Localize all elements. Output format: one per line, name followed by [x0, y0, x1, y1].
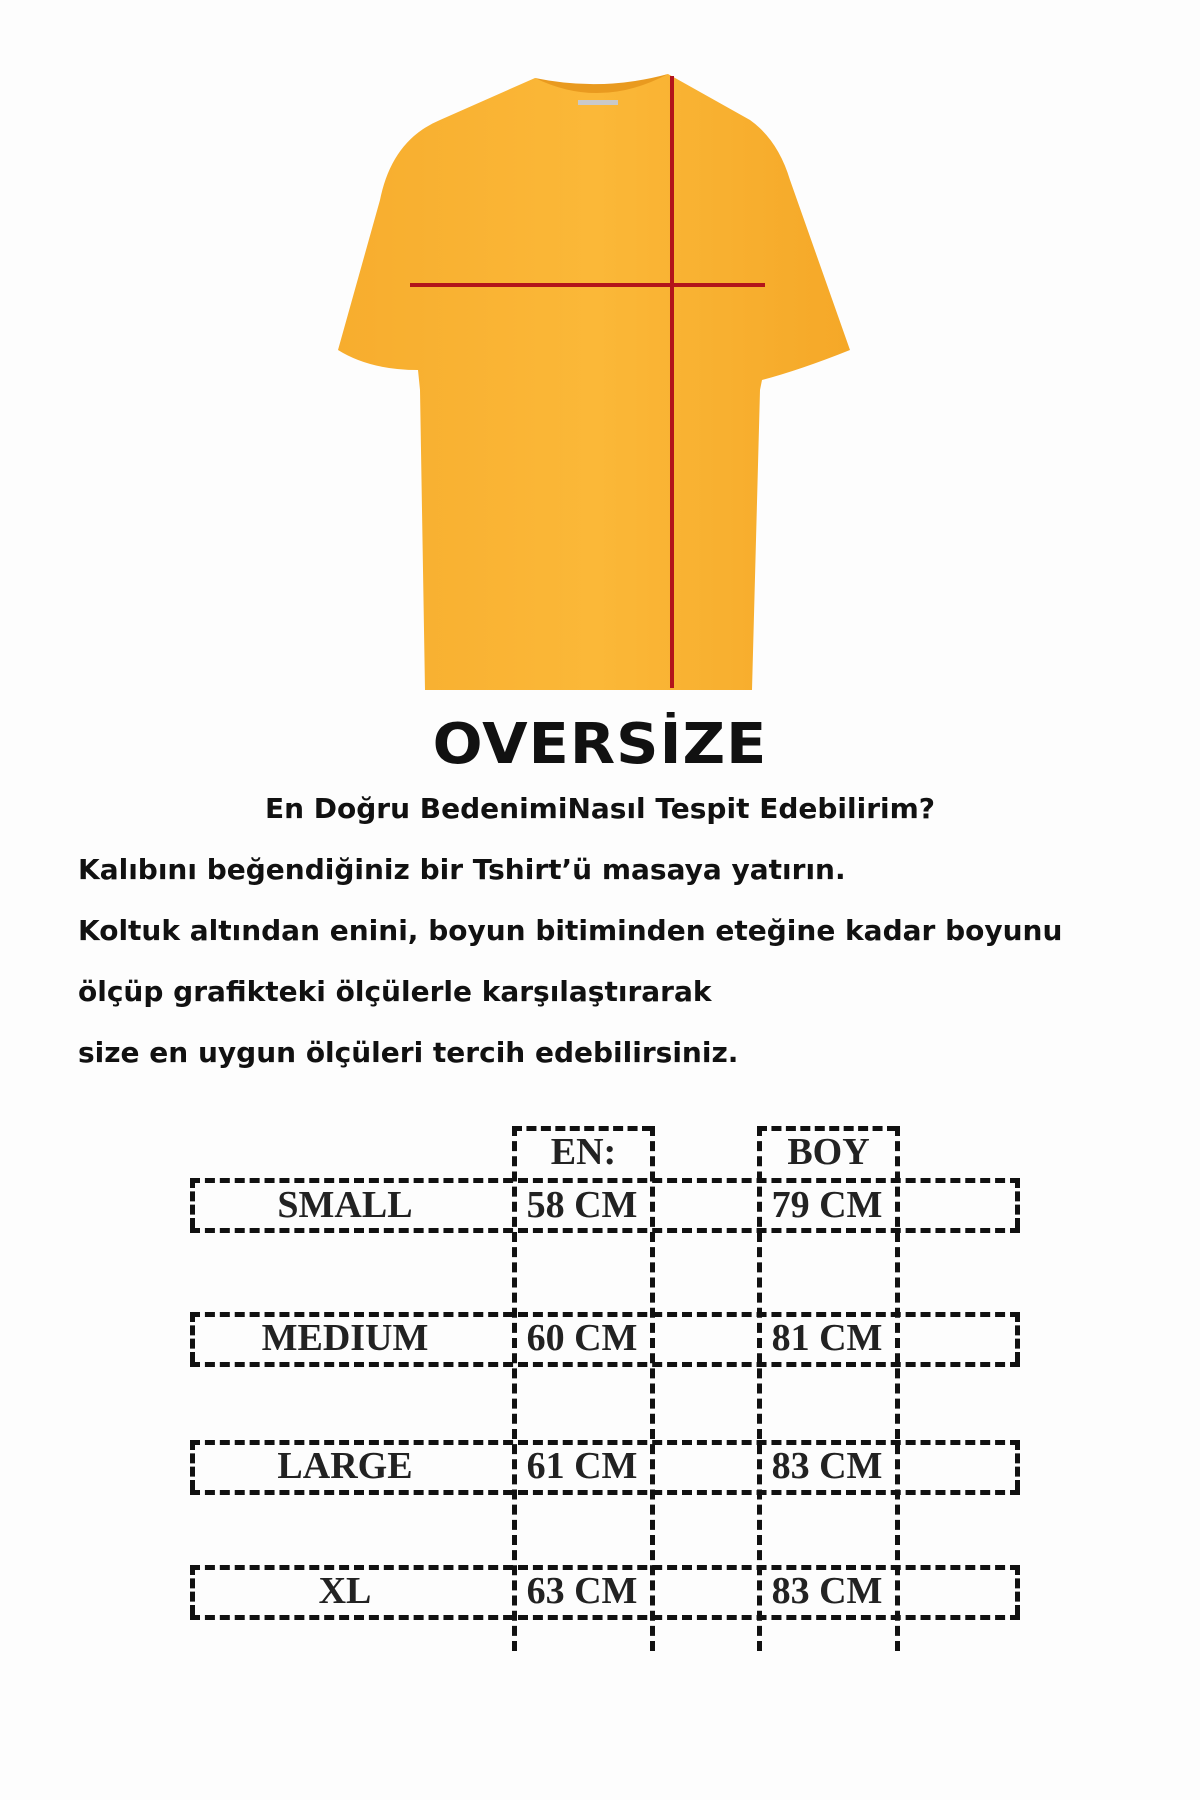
subtitle: En Doğru BedenimiNasıl Tespit Edebilirim? [264, 792, 936, 825]
width-value: 61 CM [526, 1445, 638, 1487]
width-value: 63 CM [526, 1570, 638, 1612]
instruction-line: Koltuk altından enini, boyun bitiminden eteğine kadar boyunu [78, 914, 1063, 947]
width-value: 60 CM [526, 1317, 638, 1359]
length-value: 83 CM [771, 1445, 883, 1487]
instruction-line: size en uygun ölçüleri tercih edebilirsiniz. [78, 1036, 739, 1069]
size-label: SMALL [277, 1184, 413, 1226]
length-value: 83 CM [771, 1570, 883, 1612]
size-label: XL [318, 1570, 372, 1612]
page-title: OVERSİZE [432, 712, 768, 777]
length-column-header: BOY [787, 1131, 870, 1173]
size-label: LARGE [277, 1445, 413, 1487]
length-value: 79 CM [771, 1184, 883, 1226]
width-column-header: EN: [550, 1131, 617, 1173]
width-value: 58 CM [526, 1184, 638, 1226]
length-value: 81 CM [771, 1317, 883, 1359]
size-label: MEDIUM [261, 1317, 429, 1359]
instruction-line: ölçüp grafikteki ölçülerle karşılaştırarak [78, 975, 712, 1008]
instruction-line: Kalıbını beğendiğiniz bir Tshirt’ü masaya yatırın. [78, 853, 846, 886]
